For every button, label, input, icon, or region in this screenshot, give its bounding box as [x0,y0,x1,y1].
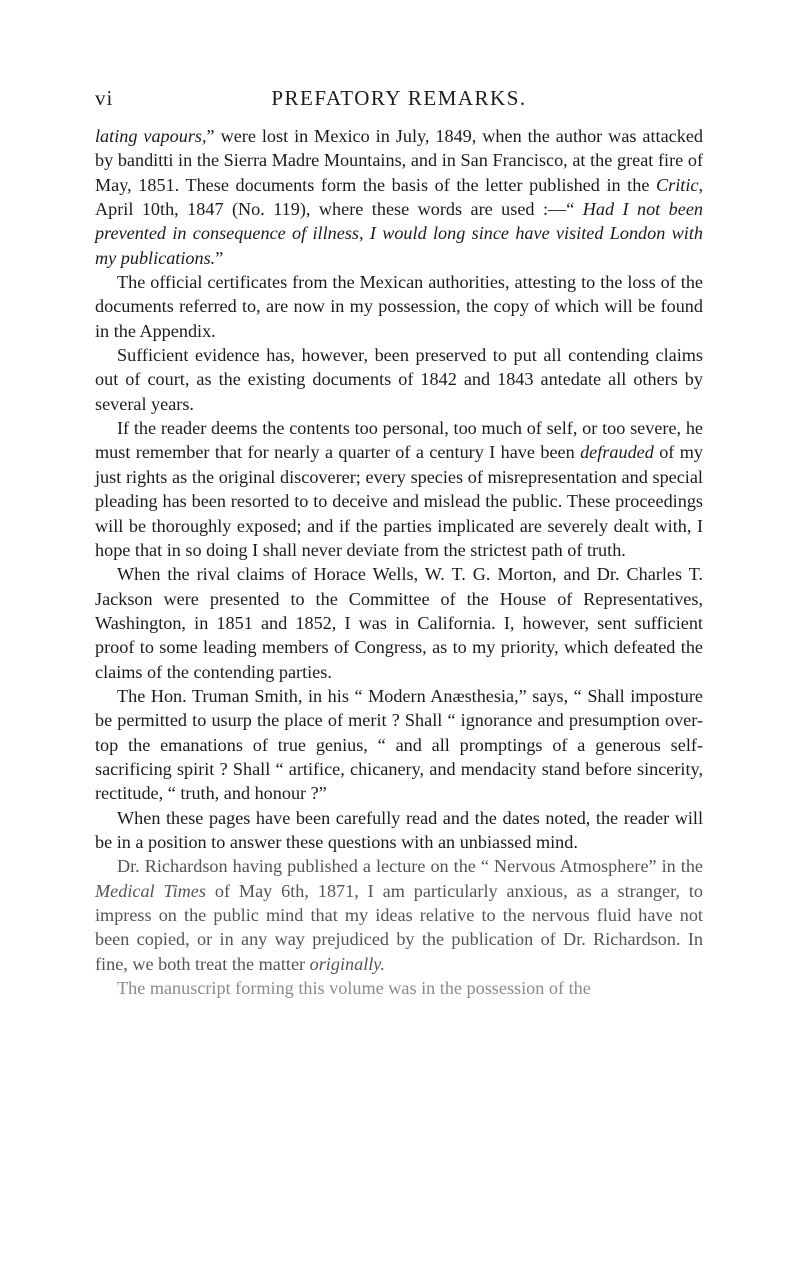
text-run: Dr. Richardson having published a lecture on the “ Nervous Atmosphere” in the [117,856,703,877]
text-run: When the rival claims of Horace Wells, W. T. G. Morton, and Dr. Charles T. Jackson were presented to the Committee of the House of Representatives, Washington, in 1851 and 1852, I was in California. I, however, sent sufficient proof to some leading members of Congress, as to my priority, which defeated the claims of the contending parties. [95,564,703,682]
italic-text: Had I not been prevented in consequence of illness, I would long since have visited London with my publications. [95,199,704,268]
italic-text: lating vapours, [95,126,207,146]
text-run: The Hon. Truman Smith, in his “ Modern Anæsthesia,” says, “ Shall imposture be permitted to usurp the place of merit ? Shall “ ignorance and presumption over-top the emanations of true genius, “ and all promptings of a generous self-sacrificing spirit ? Shall “ artifice, chicanery, and mendacity stand before sincerity, rectitude, “ truth, and honour ?” [95,685,703,804]
text-run: Sufficient evidence has, however, been preserved to put all contending claims out of court, as the existing documents of 1842 and 1843 antedate all others by several years. [95,345,703,414]
paragraph [95,416,703,562]
paragraph [95,124,703,270]
paragraph [95,343,703,416]
page-number: vi [95,86,114,110]
paragraph [95,684,703,806]
italic-text: Medical Times [95,880,206,901]
italic-text: defrauded [580,442,654,463]
text-run: ” [215,247,224,268]
paragraph [95,270,703,343]
italic-text: Critic, [656,174,703,195]
text-run: When these pages have been carefully read and the dates noted, the reader will be in a position to answer these questions with an unbiassed mind. [95,807,703,852]
text-run: of May 6th, 1871, I am particularly anxious, as a stranger, to impress on the public mind that my ideas relative to the nervous fluid have not been copied, or in any way prejudiced by the publication of Dr. Richardson. In fine, we both treat the matter [95,880,704,974]
text-run: The official certificates from the Mexican authorities, attesting to the loss of the documents referred to, are now in my possession, the copy of which will be found in the Appendix. [95,272,703,341]
text-run: The manuscript forming this volume was in the possession of the [117,978,591,999]
text-run: April 10th, 1847 (No. 119), where these words are used :—“ [95,199,583,220]
body-text [95,124,703,1000]
text-run: If the reader deems the contents too personal, too much of self, or too severe, he must remember that for nearly a quarter of a century I have been [95,418,703,463]
paragraph [95,562,703,684]
text-run: of my just rights as the original discoverer; every species of misrepresentation and special pleading has been resorted to to deceive and mislead the public. These proceedings will be thoroughly exposed; and if the parties implicated are severely dealt with, I hope that in so doing I shall never deviate from the strictest path of truth. [95,442,703,560]
italic-text: originally. [309,953,385,974]
page-header [95,86,703,116]
running-head: PREFATORY REMARKS. [271,86,527,110]
paragraph [95,976,703,1000]
paragraph [95,854,703,976]
text-run: ” were lost in Mexico in July, 1849, when the author was attacked by banditti in the Sierra Madre Mountains, and in San Francisco, at the great fire of May, 1851. These documents form the basis of the letter published in the [95,126,703,195]
paragraph [95,806,703,855]
